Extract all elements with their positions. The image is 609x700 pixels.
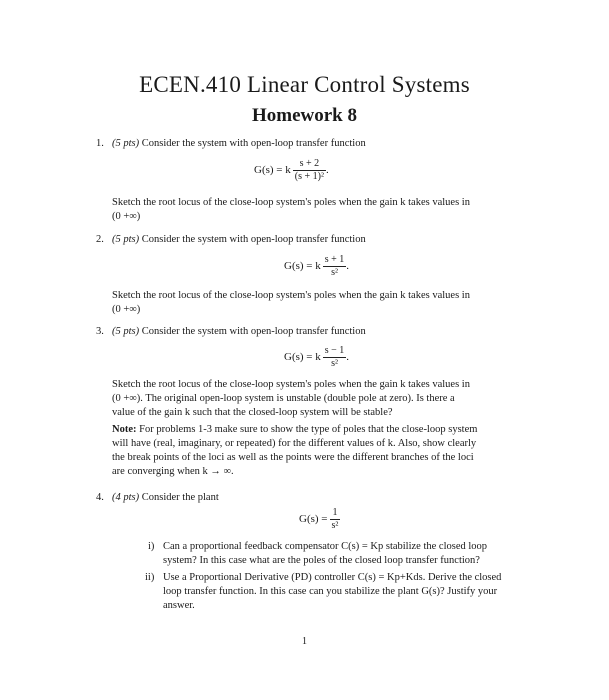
problem-3-number: 3. <box>96 326 104 337</box>
problem-1-text-line1: Sketch the root locus of the close-loop system's poles when the gain k takes values in <box>112 197 470 208</box>
problem-3-intro <box>112 325 366 339</box>
problem-4-i-label: i) <box>148 541 155 552</box>
problem-4-ii-line2: loop transfer function. In this case can you stabilize the plant G(s)? Justify your <box>163 586 498 597</box>
problem-2-intro <box>112 233 366 247</box>
problem-3-equation <box>284 345 349 370</box>
problem-3-points: (5 pts) <box>112 326 140 337</box>
problem-2-number: 2. <box>96 234 104 245</box>
problem-2-fraction <box>323 254 350 279</box>
problem-3-eq-lhs: G(s) = k <box>284 351 321 364</box>
problem-2-equation <box>284 254 349 279</box>
problem-1-eq-tail: . <box>325 164 329 177</box>
note-label: Note: <box>112 424 137 435</box>
problem-4-intro-text: Consider the plant <box>141 492 219 503</box>
problem-3-para-line3: value of the gain k such that the closed-loop system will be stable? <box>112 407 393 418</box>
problem-4-intro <box>112 491 219 505</box>
page-number: 1 <box>302 636 307 647</box>
problem-3-eq-tail: . <box>346 351 350 364</box>
problem-1-fraction <box>293 158 326 183</box>
problem-4-points: (4 pts) <box>112 492 140 503</box>
problem-1-numerator: s + 2 <box>293 158 326 171</box>
problem-4-numerator: 1 <box>330 507 341 520</box>
problem-3-note-line2: will have (real, imaginary, or repeated) for the different values of k. Also, show clearly <box>112 438 477 449</box>
document-title: ECEN.410 Linear Control Systems <box>139 72 470 97</box>
problem-3-para-line2: (0 +∞). The original open-loop system is unstable (double pole at zero). Is there a <box>112 393 455 404</box>
problem-4-i-line2: system? In this case what are the poles of the closed loop transfer function? <box>163 555 480 566</box>
problem-3-denominator: s² <box>331 358 338 369</box>
problem-4-equation <box>299 507 340 532</box>
problem-1-denominator: (s + 1)² <box>294 171 324 182</box>
problem-4-fraction <box>330 507 341 532</box>
problem-2-numerator: s + 1 <box>324 254 345 265</box>
problem-4-i-line1: Can a proportional feedback compensator C(s) = Kp stabilize the closed loop <box>163 541 488 552</box>
problem-3-fraction <box>323 345 350 370</box>
problem-3-numerator: s − 1 <box>324 345 345 356</box>
problem-4-ii-line3: answer. <box>163 600 195 611</box>
problem-3-intro-text: Consider the system with open-loop transfer function <box>141 326 366 337</box>
problem-2-eq-lhs: G(s) = k <box>284 260 321 273</box>
problem-4-ii-line1: Use a Proportional Derivative (PD) controller C(s) = Kp+Kds. Derive the closed <box>163 572 502 583</box>
problem-1-number: 1. <box>96 138 104 149</box>
problem-1-eq-lhs: G(s) = k <box>254 164 291 177</box>
note-line1-text: For problems 1-3 make sure to show the type of poles that the close-loop system <box>136 424 478 435</box>
problem-4-denominator: s² <box>331 520 339 531</box>
problem-1-points: (5 pts) <box>112 138 140 149</box>
problem-2-text-line2: (0 +∞) <box>112 304 141 315</box>
problem-4-ii-label: ii) <box>145 572 155 583</box>
problem-2-eq-tail: . <box>346 260 350 273</box>
problem-1-intro-text: Consider the system with open-loop transfer function <box>141 138 366 149</box>
problem-1-equation <box>254 158 329 183</box>
problem-3-para-line1: Sketch the root locus of the close-loop system's poles when the gain k takes values in <box>112 379 470 390</box>
problem-3-note-line4: are converging when k → ∞. <box>112 466 234 477</box>
problem-2-intro-text: Consider the system with open-loop transfer function <box>141 234 366 245</box>
document-subtitle: Homework 8 <box>251 105 357 126</box>
problem-2-denominator: s² <box>331 267 338 278</box>
problem-4-number: 4. <box>96 492 104 503</box>
problem-3-note-line3: the break points of the loci as well as the points were the different branches of the loci <box>112 452 474 463</box>
problem-2-text-line1: Sketch the root locus of the close-loop system's poles when the gain k takes values in <box>112 290 470 301</box>
problem-1-text-line2: (0 +∞) <box>112 211 141 222</box>
problem-3-note-line1 <box>112 423 477 437</box>
problem-2-points: (5 pts) <box>112 234 140 245</box>
problem-1-intro <box>112 137 366 151</box>
problem-4-eq-lhs: G(s) = <box>299 513 328 526</box>
